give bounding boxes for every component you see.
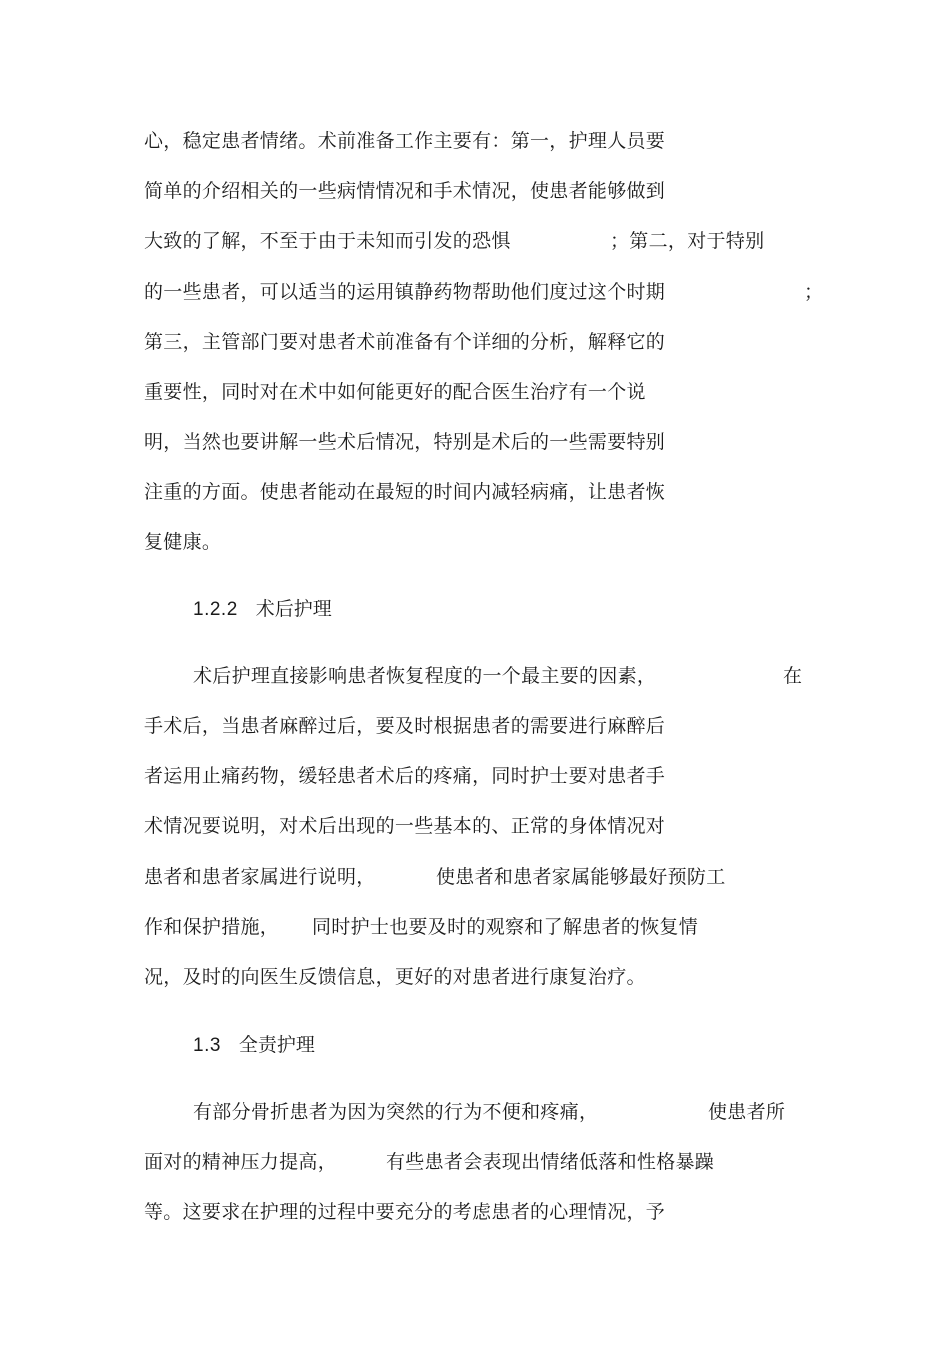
paragraph-line: 复健康。 xyxy=(144,531,222,553)
paragraph-line: 重要性，同时对在术中如何能更好的配合医生治疗有一个说 xyxy=(144,381,646,403)
paragraph-line: 心，稳定患者情绪。术前准备工作主要有：第一，护理人员要 xyxy=(144,130,666,152)
section-title: 术后护理 xyxy=(255,598,332,620)
paragraph-segment: 有部分骨折患者为因为突然的行为不便和疼痛， xyxy=(193,1101,599,1123)
paragraph-segment: 作和保护措施， xyxy=(144,916,280,938)
paragraph-line: 简单的介绍相关的一些病情情况和手术情况，使患者能够做到 xyxy=(144,180,666,202)
paragraph-line: 等。这要求在护理的过程中要充分的考虑患者的心理情况，予 xyxy=(144,1201,666,1223)
section-number: 1.3 xyxy=(193,1035,221,1056)
paragraph-segment: 在 xyxy=(783,665,803,687)
paragraph-segment: ；第二，对于特别 xyxy=(610,230,765,252)
paragraph-line: 者运用止痛药物，缓轻患者术后的疼痛，同时护士要对患者手 xyxy=(144,765,666,787)
paragraph-line: 注重的方面。使患者能动在最短的时间内减轻病痛，让患者恢 xyxy=(144,481,666,503)
paragraph-segment: 术后护理直接影响患者恢复程度的一个最主要的因素， xyxy=(193,665,657,687)
paragraph-line: 第三，主管部门要对患者术前准备有个详细的分析，解释它的 xyxy=(144,331,666,353)
paragraph-segment: 的一些患者，可以适当的运用镇静药物帮助他们度过这个时期 xyxy=(144,281,666,303)
paragraph-segment: 同时护士也要及时的观察和了解患者的恢复情 xyxy=(312,916,699,938)
paragraph-segment: 患者和患者家属进行说明， xyxy=(144,866,376,888)
paragraph-segment: ； xyxy=(804,281,824,303)
paragraph-line: 况，及时的向医生反馈信息，更好的对患者进行康复治疗。 xyxy=(144,966,646,988)
paragraph-segment: 大致的了解，不至于由于未知而引发的恐惧 xyxy=(144,230,511,252)
section-heading xyxy=(193,1033,315,1058)
paragraph-segment: 使患者和患者家属能够最好预防工 xyxy=(436,866,726,888)
paragraph-segment: 使患者所 xyxy=(708,1101,786,1123)
section-heading xyxy=(193,597,332,622)
paragraph-line: 手术后，当患者麻醉过后，要及时根据患者的需要进行麻醉后 xyxy=(144,715,666,737)
section-number: 1.2.2 xyxy=(193,599,238,620)
paragraph-segment: 有些患者会表现出情绪低落和性格暴躁 xyxy=(386,1151,715,1173)
section-title: 全责护理 xyxy=(238,1034,315,1056)
paragraph-line: 术情况要说明，对术后出现的一些基本的、正常的身体情况对 xyxy=(144,815,666,837)
paragraph-segment: 面对的精神压力提高， xyxy=(144,1151,338,1173)
paragraph-line: 明，当然也要讲解一些术后情况，特别是术后的一些需要特别 xyxy=(144,431,666,453)
